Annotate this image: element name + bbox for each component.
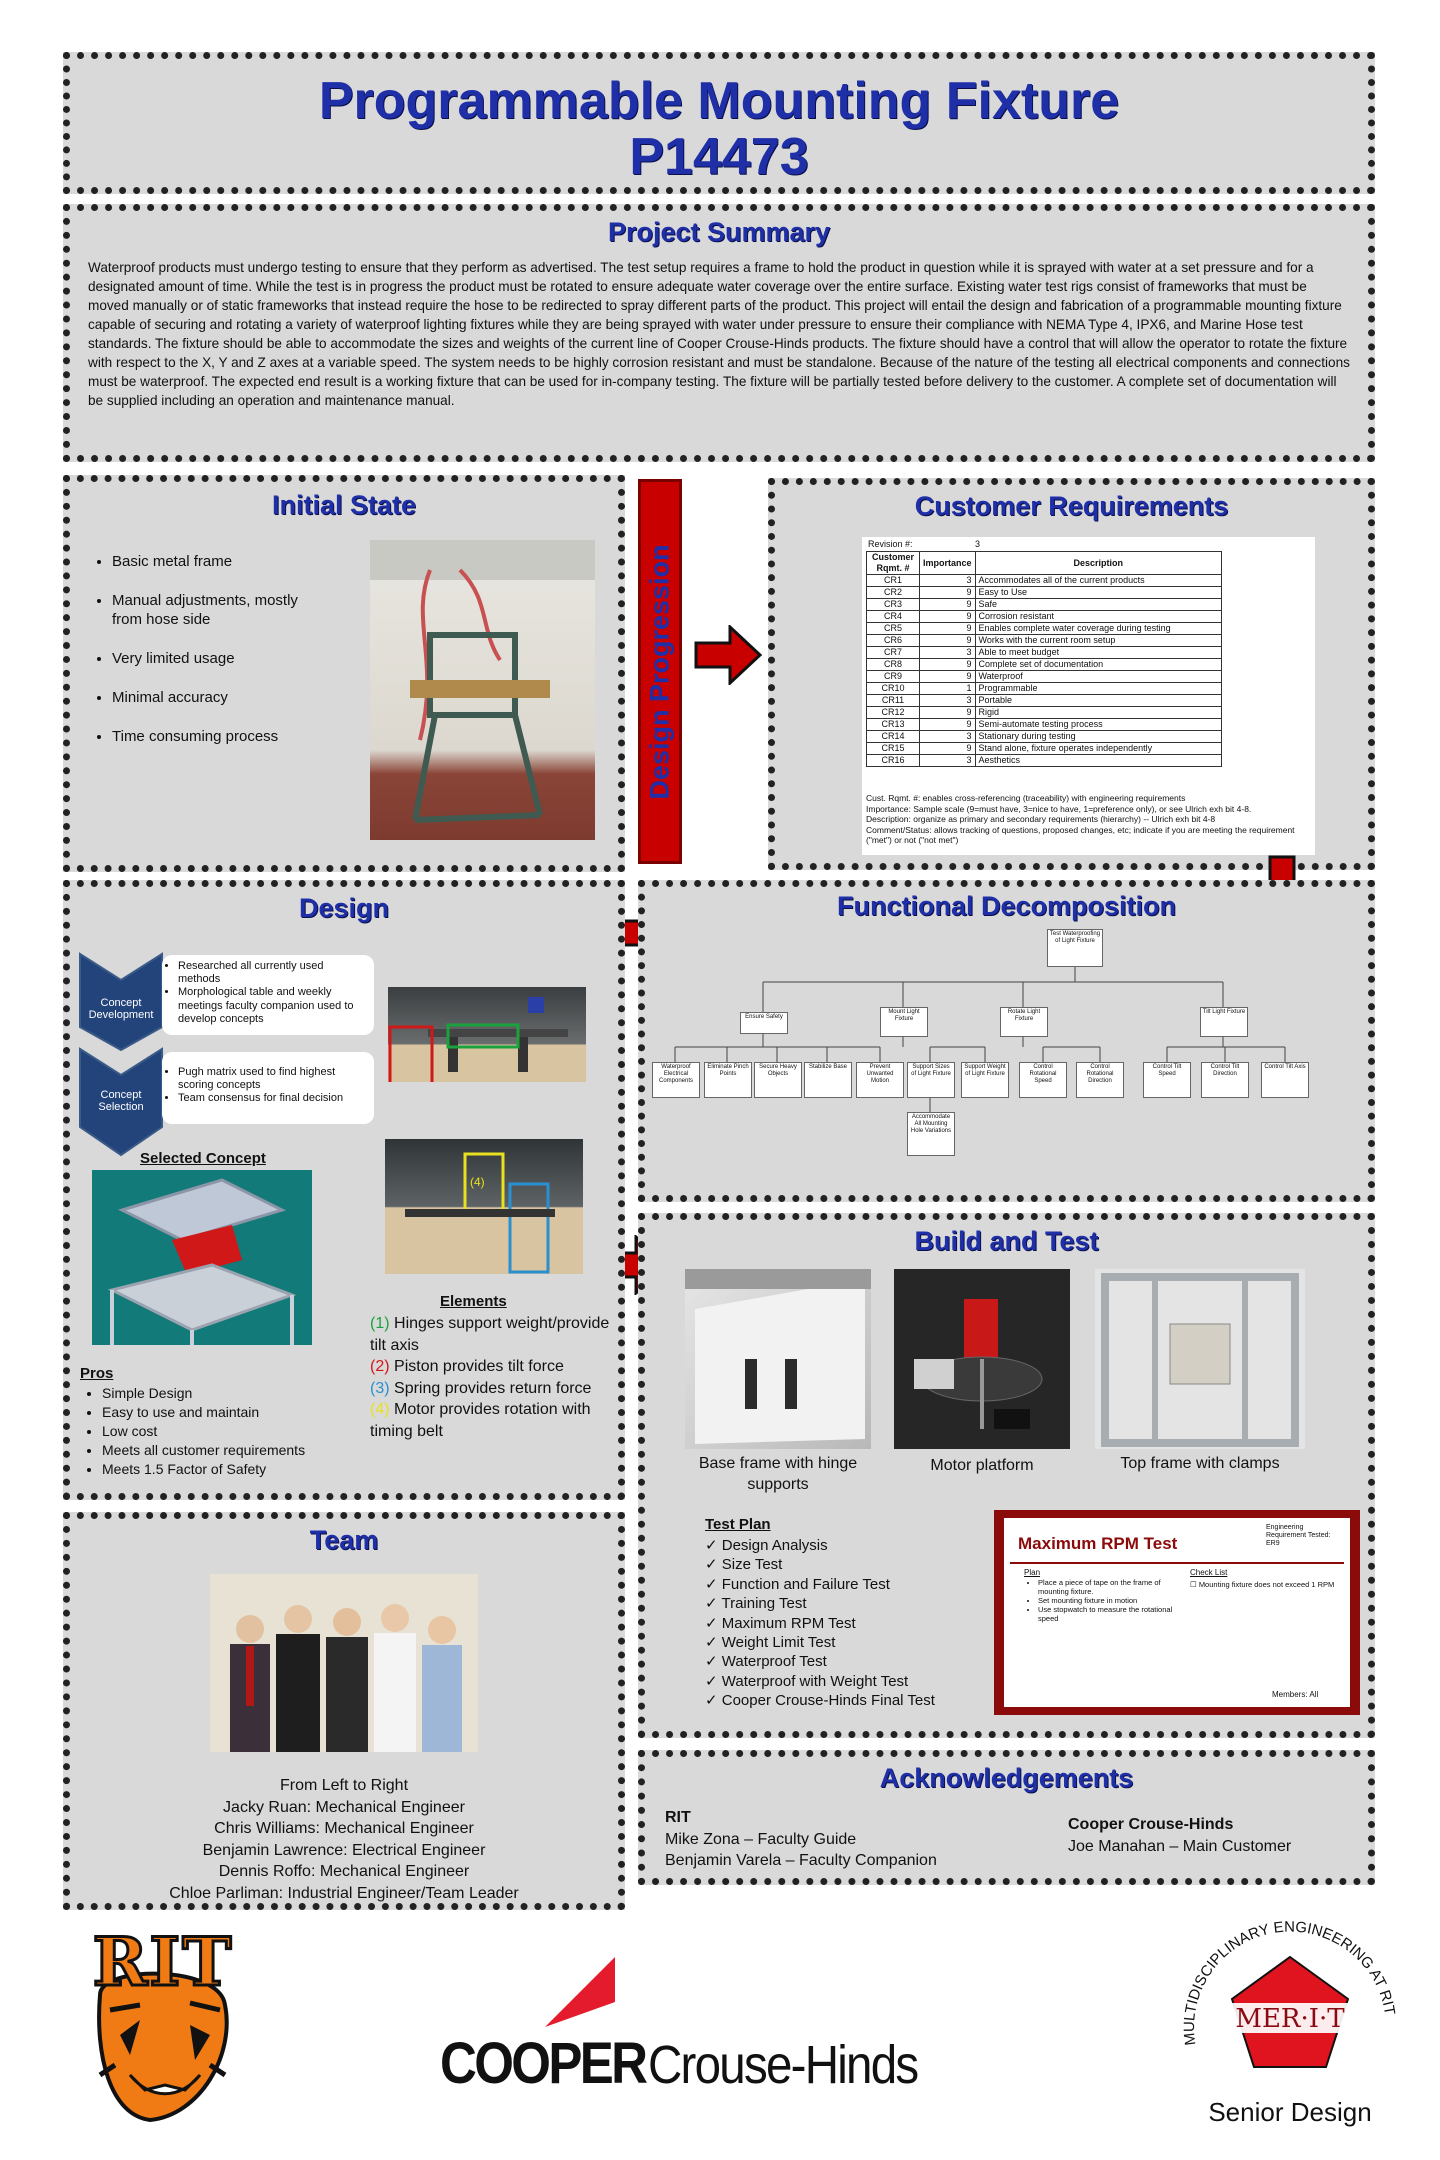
table-cell: Enables complete water coverage during testing — [975, 623, 1221, 635]
rpm-test-card-inner — [1004, 1518, 1350, 1707]
table-cell: Semi-automate testing process — [975, 719, 1221, 731]
table-cell: 3 — [920, 731, 976, 743]
pros-heading: Pros — [80, 1365, 114, 1382]
cooper-logo — [440, 1955, 960, 2095]
table-cell: CR10 — [867, 683, 920, 695]
element-number: (3) — [370, 1379, 390, 1397]
list-item: • Pugh matrix used to find highest scoring concepts — [178, 1066, 368, 1092]
list-item: ✓ Cooper Crouse-Hinds Final Test — [705, 1692, 935, 1710]
rpm-test-corner: Engineering Requirement Tested: ER9 — [1266, 1524, 1331, 1547]
requirements-body — [867, 575, 1222, 767]
table-cell: 9 — [920, 635, 976, 647]
list-item: ✓ Design Analysis — [705, 1537, 828, 1554]
table-cell: 9 — [920, 671, 976, 683]
design-progression-bar — [638, 479, 682, 864]
table-cell: Safe — [975, 599, 1221, 611]
concept-render-illustration — [92, 1170, 312, 1345]
poster-title-line2: P14473 — [629, 128, 809, 186]
note: Description: organize as primary and secondary requirements (hierarchy) -- Ulrich exh bit 4-8 — [866, 814, 1216, 824]
element-number: (1) — [370, 1315, 390, 1332]
table-cell: 1 — [920, 683, 976, 695]
list-item: • Researched all currently used methods — [178, 960, 368, 986]
list-item: • Manual adjustments, mostly from hose side — [112, 591, 312, 629]
table-row — [867, 731, 1222, 743]
selected-concept-heading: Selected Concept — [140, 1150, 266, 1167]
team-member: Dennis Roffo: Mechanical Engineer — [218, 1863, 470, 1880]
selected-concept-render — [92, 1170, 312, 1345]
table-cell: Accommodates all of the current products — [975, 575, 1221, 587]
decomposition-leaf: Accommodate All Mounting Hole Variations — [907, 1112, 955, 1156]
table-cell: CR5 — [867, 623, 920, 635]
table-row — [867, 647, 1222, 659]
requirements-table — [866, 551, 1222, 767]
poster-title — [70, 59, 1368, 185]
table-cell: Able to meet budget — [975, 647, 1221, 659]
table-cell: Stand alone, fixture operates independently — [975, 743, 1221, 755]
list-item: • Time consuming process — [112, 727, 312, 746]
motor-platform-illustration — [894, 1269, 1070, 1449]
ack-entry: Joe Manahan – Main Customer — [1068, 1837, 1292, 1855]
customer-requirements-heading: Customer Requirements — [914, 491, 1229, 521]
column-header: Description — [975, 552, 1221, 575]
rpm-test-title: Maximum RPM Test — [1018, 1534, 1178, 1553]
element-number: (2) — [370, 1358, 390, 1375]
photo-caption: Motor platform — [930, 1457, 1034, 1474]
elements-list — [370, 1313, 618, 1442]
table-cell: 9 — [920, 707, 976, 719]
photo-caption: Base frame with hinge supports — [698, 1455, 858, 1493]
table-cell: 9 — [920, 743, 976, 755]
build-test-heading: Build and Test — [914, 1226, 1099, 1256]
table-cell: 3 — [920, 755, 976, 767]
design-heading: Design — [298, 893, 390, 923]
rit-logo — [70, 1925, 250, 2125]
decomposition-leaf: Stabilize Base — [804, 1062, 852, 1098]
acknowledgements-heading: Acknowledgements — [879, 1763, 1134, 1793]
table-row — [867, 587, 1222, 599]
list-item: ✓ Weight Limit Test — [705, 1634, 836, 1652]
table-cell: CR2 — [867, 587, 920, 599]
team-heading: Team — [309, 1525, 379, 1555]
table-row — [867, 695, 1222, 707]
decomposition-leaf: Prevent Unwanted Motion — [856, 1062, 904, 1098]
team-caption-heading: From Left to Right — [279, 1777, 409, 1794]
element-text: Piston provides tilt force — [394, 1358, 564, 1375]
element-text: Motor provides rotation with timing belt — [370, 1401, 591, 1440]
functional-decomposition-panel — [638, 880, 1375, 1202]
design-progression-label: Design Progression — [644, 543, 675, 800]
table-cell: 9 — [920, 623, 976, 635]
list-item: • Very limited usage — [112, 649, 312, 668]
hinge-illustration — [388, 987, 586, 1082]
table-cell: Portable — [975, 695, 1221, 707]
table-row — [867, 611, 1222, 623]
list-item: ✓ Waterproof with Weight Test — [705, 1672, 909, 1690]
initial-state-list — [90, 552, 312, 746]
senior-design-label: Senior Design — [1208, 2097, 1372, 2127]
top-frame-illustration — [1095, 1269, 1305, 1449]
test-name: Weight Limit Test — [721, 1634, 836, 1652]
table-cell: CR9 — [867, 671, 920, 683]
table-cell: CR14 — [867, 731, 920, 743]
initial-state-heading: Initial State — [271, 490, 417, 520]
motor-platform-photo — [894, 1269, 1070, 1449]
poster-title-line1: Programmable Mounting Fixture — [318, 72, 1120, 130]
summary-panel — [63, 204, 1375, 462]
requirements-sheet — [862, 537, 1315, 855]
table-cell: 9 — [920, 719, 976, 731]
table-row — [867, 599, 1222, 611]
ack-left — [665, 1807, 937, 1872]
list-item: • Team consensus for final decision — [178, 1092, 368, 1105]
element-text: Hinges support weight/provide tilt axis — [370, 1315, 610, 1354]
ack-right-heading: Cooper Crouse-Hinds — [1068, 1816, 1234, 1833]
table-cell: CR12 — [867, 707, 920, 719]
team-panel — [63, 1512, 625, 1910]
acknowledgements-panel — [638, 1750, 1375, 1885]
rpm-plan-list — [1026, 1578, 1188, 1623]
table-cell: CR15 — [867, 743, 920, 755]
decomposition-leaf: Support Sizes of Light Fixture — [907, 1062, 955, 1098]
table-row — [867, 623, 1222, 635]
rpm-members: Members: All — [1272, 1690, 1319, 1699]
ack-left-heading: RIT — [665, 1809, 691, 1826]
rpm-test-card — [994, 1510, 1360, 1715]
decomposition-node: Ensure Safety — [740, 1012, 788, 1034]
table-cell: CR13 — [867, 719, 920, 731]
test-name: Training Test — [721, 1595, 807, 1613]
decomposition-node: Mount Light Fixture — [880, 1007, 928, 1037]
note: Comment/Status: allows tracking of questions, proposed changes, etc; indicate if you are meeting the requirement ("met") or not ("not met") — [866, 824, 1295, 845]
list-item: ✓ Maximum RPM Test — [705, 1614, 856, 1632]
list-item: • Meets all customer requirements — [102, 1441, 362, 1460]
table-cell: CR1 — [867, 575, 920, 587]
list-item: ✓ Function and Failure Test — [705, 1575, 890, 1593]
table-cell: Corrosion resistant — [975, 611, 1221, 623]
table-row — [867, 659, 1222, 671]
pros-list — [82, 1384, 362, 1479]
element-item — [370, 1378, 618, 1400]
decomposition-leaf: Waterproof Electrical Components — [652, 1062, 700, 1098]
test-name: Cooper Crouse-Hinds Final Test — [721, 1692, 935, 1710]
decomposition-leaf: Control Tilt Axis — [1261, 1062, 1309, 1098]
test-name: Size Test — [721, 1556, 783, 1574]
table-cell: 3 — [920, 695, 976, 707]
motor-callout: (4) — [470, 1175, 485, 1189]
list-item: • Simple Design — [102, 1384, 362, 1403]
decomposition-leaf: Support Weight of Light Fixture — [961, 1062, 1009, 1098]
customer-requirements-panel — [768, 478, 1375, 870]
team-illustration — [210, 1574, 478, 1752]
concept-selection-label: Concept Selection — [98, 1089, 144, 1113]
test-name: Function and Failure Test — [721, 1575, 890, 1593]
table-cell: 9 — [920, 599, 976, 611]
list-item: • Basic metal frame — [112, 552, 312, 571]
table-row — [867, 635, 1222, 647]
table-cell: CR6 — [867, 635, 920, 647]
test-plan-list — [705, 1536, 965, 1711]
arrow-right-icon — [694, 625, 764, 685]
note: Importance: Sample scale (9=must have, 3=nice to have, 1=preference only), or see Ulrich exh bit 4-8. — [866, 803, 1252, 814]
ack-entry: Benjamin Varela – Faculty Companion — [665, 1852, 937, 1869]
cooper-wordmark: COOPER — [440, 2031, 646, 2096]
decomposition-leaf: Control Rotational Direction — [1076, 1062, 1124, 1098]
hinge-detail-render — [388, 987, 586, 1082]
merit-mark-text: MER·I·T — [1235, 2004, 1345, 2034]
requirements-notes — [866, 793, 1306, 846]
table-cell: Works with the current room setup — [975, 635, 1221, 647]
concept-development-card — [162, 955, 374, 1035]
table-cell: CR4 — [867, 611, 920, 623]
build-test-panel — [638, 1213, 1375, 1738]
table-cell: CR8 — [867, 659, 920, 671]
table-cell: Complete set of documentation — [975, 659, 1221, 671]
initial-rig-photo — [370, 540, 595, 840]
test-plan-heading: Test Plan — [705, 1516, 771, 1533]
table-row — [867, 683, 1222, 695]
team-member: Chloe Parliman: Industrial Engineer/Team Leader — [169, 1884, 519, 1902]
table-cell: Stationary during testing — [975, 731, 1221, 743]
design-panel — [63, 880, 625, 1500]
team-member: Jacky Ruan: Mechanical Engineer — [223, 1798, 465, 1816]
rpm-check-item: ☐ Mounting fixture does not exceed 1 RPM — [1190, 1580, 1335, 1589]
functional-decomposition-heading: Functional Decomposition — [836, 891, 1176, 921]
list-item: • Set mounting fixture in motion — [1038, 1596, 1188, 1605]
motor-detail-render — [385, 1139, 583, 1274]
list-item: • Morphological table and weekly meetings faculty companion used to develop concepts — [178, 986, 368, 1026]
table-cell: CR16 — [867, 755, 920, 767]
note: Cust. Rqmt. #: enables cross-referencing (traceability) with engineering requirements — [866, 793, 1186, 803]
element-item — [370, 1313, 618, 1356]
element-text: Spring provides return force — [394, 1379, 592, 1397]
table-row — [867, 755, 1222, 767]
merit-arc-text: MULTIDISCIPLINARY ENGINEERING AT RIT — [1180, 1918, 1399, 2047]
team-photo — [210, 1574, 478, 1752]
table-cell: Aesthetics — [975, 755, 1221, 767]
initial-state-panel — [63, 475, 625, 872]
list-item: ✓ Waterproof Test — [705, 1653, 827, 1671]
concept-development-label: Concept Development — [88, 997, 154, 1021]
table-cell: CR7 — [867, 647, 920, 659]
decomposition-leaf: Control Tilt Speed — [1143, 1062, 1191, 1098]
title-panel — [63, 52, 1375, 194]
revision-label: Revision #: — [868, 539, 913, 549]
ack-entry: Mike Zona – Faculty Guide — [665, 1830, 857, 1848]
decomposition-node: Tilt Light Fixture — [1200, 1007, 1248, 1037]
concept-selection-card — [162, 1052, 374, 1124]
rpm-divider — [1010, 1562, 1344, 1564]
table-row — [867, 707, 1222, 719]
motor-illustration — [385, 1139, 583, 1274]
cooper-mark-icon — [545, 1957, 615, 2027]
table-cell: Waterproof — [975, 671, 1221, 683]
column-header: Customer Rqmt. # — [867, 552, 920, 575]
check-text: Mounting fixture does not exceed 1 RPM — [1198, 1580, 1335, 1589]
test-name: Waterproof with Weight Test — [721, 1672, 909, 1690]
table-cell: 3 — [920, 647, 976, 659]
test-name: Design Analysis — [721, 1537, 828, 1554]
list-item: • Use stopwatch to measure the rotational speed — [1038, 1605, 1188, 1623]
elements-heading: Elements — [440, 1293, 507, 1310]
revision-row — [868, 539, 980, 549]
rig-illustration — [370, 540, 595, 840]
table-cell: 9 — [920, 587, 976, 599]
decomposition-leaf: Eliminate Pinch Points — [704, 1062, 752, 1098]
list-item: • Easy to use and maintain — [102, 1403, 362, 1422]
table-cell: 9 — [920, 659, 976, 671]
photo-caption: Top frame with clamps — [1120, 1455, 1280, 1472]
table-cell: CR11 — [867, 695, 920, 707]
list-item: ✓ Size Test — [705, 1556, 783, 1574]
list-item: • Low cost — [102, 1422, 362, 1441]
decomposition-leaf: Control Tilt Direction — [1201, 1062, 1249, 1098]
table-cell: 3 — [920, 575, 976, 587]
test-name: Maximum RPM Test — [721, 1614, 856, 1632]
table-row — [867, 743, 1222, 755]
element-item — [370, 1399, 618, 1442]
list-item: • Minimal accuracy — [112, 688, 312, 707]
cooper-wordmark-row — [440, 2030, 955, 2097]
list-item: • Place a piece of tape on the frame of mounting fixture. — [1038, 1578, 1188, 1596]
decomposition-leaf: Secure Heavy Objects — [754, 1062, 802, 1098]
decomposition-root: Test Waterproofing of Light Fixture — [1047, 929, 1103, 967]
table-cell: Programmable — [975, 683, 1221, 695]
test-name: Waterproof Test — [721, 1653, 827, 1671]
table-header-row — [867, 552, 1222, 575]
rit-wordmark: RIT — [92, 1923, 234, 2001]
table-cell: 9 — [920, 611, 976, 623]
crouse-hinds-wordmark: Crouse-Hinds — [648, 2035, 918, 2095]
summary-heading: Project Summary — [607, 217, 831, 247]
merit-logo — [1170, 1895, 1410, 2135]
team-member: Chris Williams: Mechanical Engineer — [214, 1820, 474, 1837]
list-item: • Meets 1.5 Factor of Safety — [102, 1460, 362, 1479]
team-caption — [80, 1775, 608, 1904]
table-cell: CR3 — [867, 599, 920, 611]
decomposition-node: Rotate Light Fixture — [1000, 1007, 1048, 1037]
summary-text: Waterproof products must undergo testing to ensure that they perform as advertised. The test setup requires a frame to hold the product in question while it is sprayed with water at a set pressure and for a designated amount of time. While the test is in progress the product must be rotated to ensure adequate water coverage over the entire surface. Existing water test rigs consist of frameworks that must be moved manually or of static frameworks that instead require the hose to be redirected to spray different parts of the product. This project will entail the design and fabrication of a programmable mounting fixture capable of securing and rotating a variety of waterproof lighting fixtures while they are being sprayed with water under pressure to ensure their compliance with NEMA Type 4, IPX6, and Marine Hose test standards. The fixture should be able to accommodate the sizes and weights of the current line of Cooper Crouse-Hinds products. The fixture should have a control that will allow the operator to rotate the fixture with respect to the X, Y and Z axes at a variable speed. The system needs to be highly corrosion resistant and must be standalone. Because of the nature of the testing all electrical components and connections must be waterproof. The expected end result is a working fixture that can be used for in-company testing. The fixture will be partially tested before delivery to the customer. A complete set of documentation will be supplied including an operation and maintenance manual. — [88, 260, 1350, 408]
table-row — [867, 671, 1222, 683]
rpm-plan-heading: Plan — [1024, 1568, 1041, 1577]
element-number: (4) — [370, 1401, 390, 1418]
merit-emblem-icon — [1170, 1895, 1410, 2095]
base-frame-illustration — [685, 1269, 871, 1449]
element-item — [370, 1356, 618, 1378]
team-member: Benjamin Lawrence: Electrical Engineer — [202, 1841, 486, 1859]
table-cell: Easy to Use — [975, 587, 1221, 599]
column-header: Importance — [920, 552, 976, 575]
top-frame-photo — [1095, 1269, 1305, 1449]
table-row — [867, 575, 1222, 587]
revision-value: 3 — [975, 539, 981, 549]
decomposition-connectors — [645, 887, 1368, 1195]
decomposition-leaf: Control Rotational Speed — [1019, 1062, 1067, 1098]
table-cell: Rigid — [975, 707, 1221, 719]
ack-right — [1068, 1814, 1291, 1857]
rpm-check-heading: Check List — [1190, 1568, 1228, 1577]
list-item: ✓ Training Test — [705, 1595, 807, 1613]
table-row — [867, 719, 1222, 731]
base-frame-photo — [685, 1269, 871, 1449]
